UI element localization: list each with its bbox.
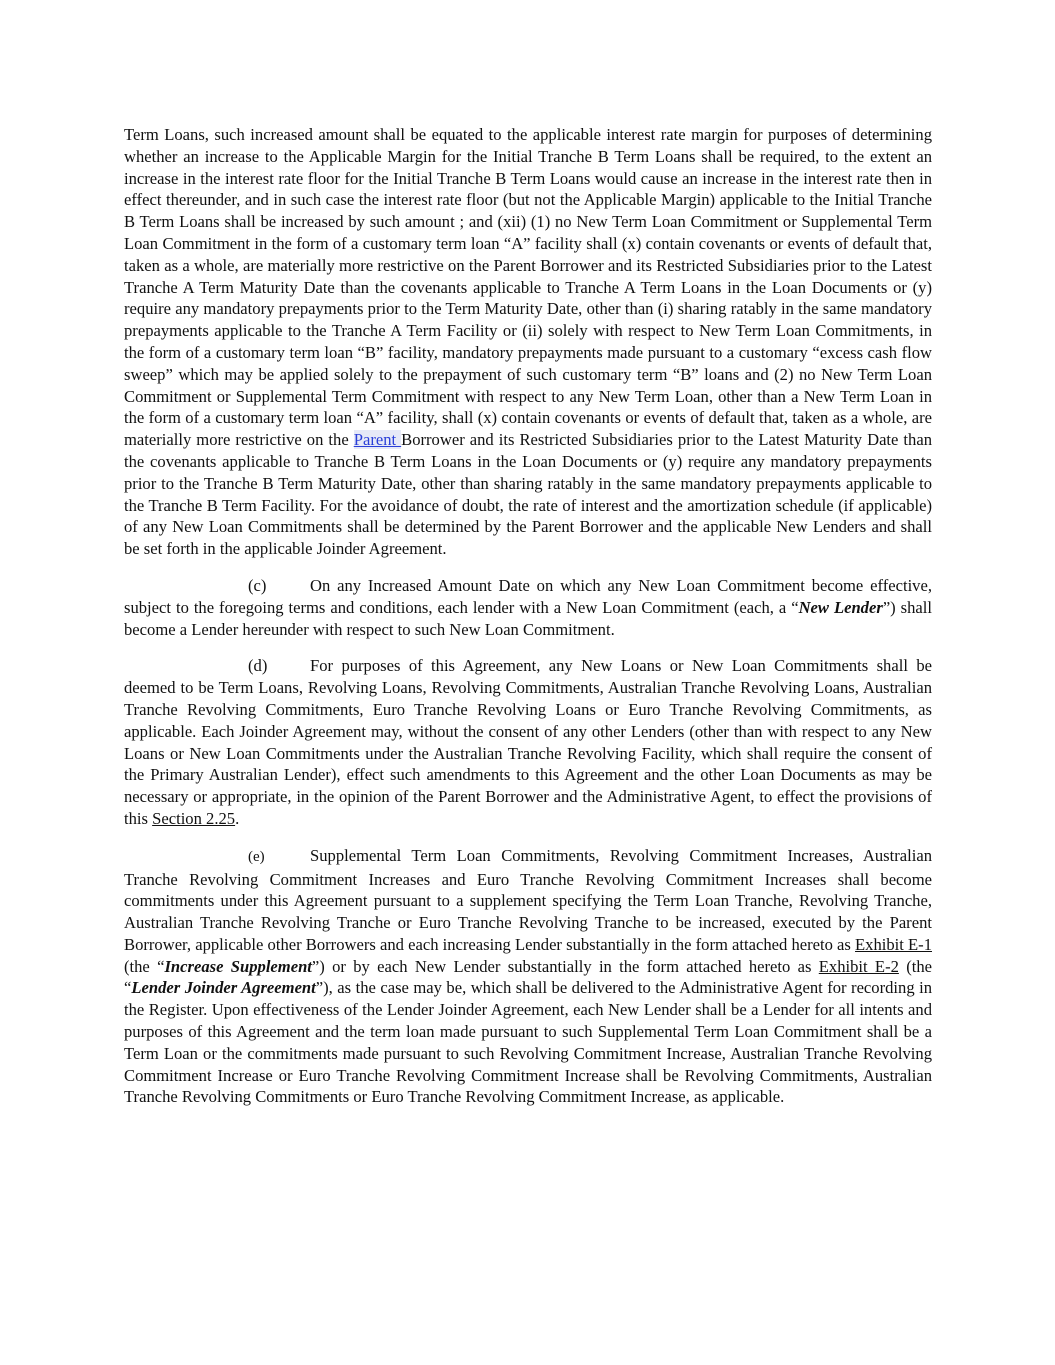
- paragraph-c: [124, 575, 932, 640]
- paragraph-c-label: (c): [248, 575, 267, 595]
- paragraph-e-text-4: (the “: [124, 956, 932, 998]
- paragraph-e: [124, 845, 932, 1109]
- exhibit-e2-reference[interactable]: Exhibit E-2: [818, 956, 899, 976]
- paragraph-e-text-5: ”), as the case may be, which shall be delivered to the Administrative Agent for recording in the Register. Upon effectiveness of the Lender Joinder Agreement, each New Lender shall be a Lender for all intents and purposes of this Agreement and the term loan made pursuant to such Supplemental Term Loan Commitment shall be a Term Loan or the commitments made pursuant to such Revolving Commitment Increase, Australian Tranche Revolving Commitment Increase or Euro Tranche Revolving Commitment Increase shall be Revolving Commitments, Australian Tranche Revolving Commitments or Euro Tranche Revolving Commitment Increase, as applicable.: [124, 978, 933, 1107]
- section-reference-link[interactable]: Section 2.25: [152, 808, 236, 828]
- defined-term-new-lender: New Lender: [798, 597, 883, 617]
- paragraph-d: [124, 655, 932, 829]
- paragraph-e-label: (e): [248, 848, 265, 865]
- continuation-text-2: Borrower and its Restricted Subsidiaries prior to the Latest Maturity Date than the covenants applicable to Tranche B Term Loans in the Loan Documents or (y) require any mandatory prepayments prior to the Tranche B Term Maturity Date, other than sharing ratably in the same mandatory prepayments applicable to the Tranche B Term Facility. For the avoidance of doubt, the rate of interest and the amortization schedule (if applicable) of any New Loan Commitments shall be determined by the Parent Borrower and the applicable New Lenders and shall be set forth in the applicable Joinder Agreement.: [124, 430, 933, 559]
- continuation-text-1: Term Loans, such increased amount shall be equated to the applicable interest rate margin for purposes of determining whether an increase to the Applicable Margin for the Initial Tranche B Term Loans shall be required, to the extent an increase in the interest rate floor for the Initial Tranche B Term Loans would cause an increase in the interest rate then in effect thereunder, and in such case the interest rate floor (but not the Applicable Margin) applicable to the Initial Tranche B Term Loans shall be increased by such amount ; and (xii) (1) no New Term Loan Commitment or Supplemental Term Loan Commitment in the form of a customary term loan “A” facility shall (x) contain covenants or events of default that, taken as a whole, are materially more restrictive on the Parent Borrower and its Restricted Subsidiaries prior to the Latest Tranche A Term Maturity Date than the covenants applicable to Tranche A Term Loans in the Loan Documents or (y) require any mandatory prepayments prior to the Term Maturity Date, other than (i) sharing ratably in the same mandatory prepayments applicable to the Tranche A Term Facility or (ii) solely with respect to New Term Loan Commitments, in the form of a customary term loan “B” facility, mandatory prepayments made pursuant to a customary “excess cash flow sweep” which may be applied solely to the prepayment of such customary term “B” loans and (2) no New Term Loan Commitment or Supplemental Term Commitment with respect to any New Term Loan, other than a New Term Loan in the form of a customary term loan “A” facility, shall (x) contain covenants or events of default that, taken as a whole, are materially more restrictive on the: [124, 125, 932, 450]
- paragraph-c-text-2: ”) shall become a Lender hereunder with respect to such New Loan Commitment.: [124, 597, 932, 639]
- parent-link[interactable]: Parent: [353, 430, 402, 450]
- paragraph-c-text-1: On any Increased Amount Date on which any New Loan Commitment become effective, subject to the foregoing terms and conditions, each lender with a New Loan Commitment (each, a “: [124, 575, 932, 617]
- paragraph-continuation: [124, 124, 932, 560]
- exhibit-e1-reference[interactable]: Exhibit E-1: [855, 934, 932, 954]
- defined-term-increase-supplement: Increase Supplement: [164, 956, 312, 976]
- paragraph-e-text-1: Supplemental Term Loan Commitments, Revolving Commitment Increases, Australian Tranche Revolving Commitment Increases and Euro Tranche Revolving Commitment Increases shall become commitments under this Agreement pursuant to a supplement specifying the Term Loan Tranche, Revolving Tranche, Australian Tranche Revolving Tranche or Euro Tranche Revolving Tranche to be increased, executed by the Parent Borrower, applicable other Borrowers and each increasing Lender substantially in the form attached hereto as: [124, 845, 932, 954]
- document-page: [124, 124, 932, 1123]
- paragraph-d-label: (d): [248, 656, 268, 676]
- paragraph-d-text-1: For purposes of this Agreement, any New Loans or New Loan Commitments shall be deemed to be Term Loans, Revolving Loans, Revolving Commitments, Australian Tranche Revolving Loans, Australian Tranche Revolving Commitments, Euro Tranche Revolving Loans or Euro Tranche Revolving Commitments, as applicable. Each Joinder Agreement may, without the consent of any other Lenders (other than with respect to any New Loans or New Loan Commitments under the Australian Tranche Revolving Facility, which shall require the consent of the Primary Australian Lender), effect such amendments to this Agreement and the other Loan Documents as may be necessary or appropriate, in the opinion of the Parent Borrower and the Administrative Agent, to effect the provisions of this: [124, 656, 932, 828]
- defined-term-lender-joinder-agreement: Lender Joinder Agreement: [131, 978, 316, 998]
- paragraph-e-text-2: (the “: [124, 956, 165, 976]
- paragraph-e-text-3: ”) or by each New Lender substantially in the form attached hereto as: [311, 956, 819, 976]
- paragraph-d-text-2: .: [235, 808, 240, 828]
